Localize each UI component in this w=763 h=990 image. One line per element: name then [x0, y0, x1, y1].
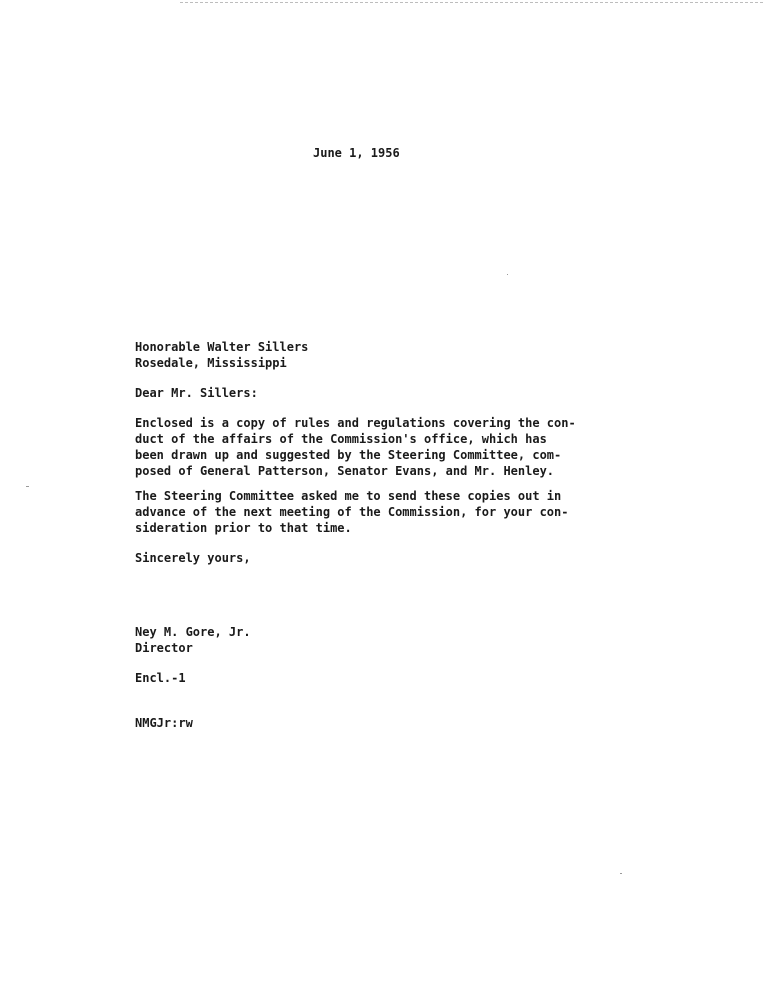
- body-paragraph-2: [135, 488, 568, 536]
- paragraph-line: posed of General Patterson, Senator Evans, and Mr. Henley.: [135, 464, 555, 478]
- paragraph-line: advance of the next meeting of the Commission, for your con-: [135, 505, 569, 519]
- scan-speck: [507, 274, 508, 275]
- signature-block: [135, 624, 251, 656]
- recipient-location: Rosedale, Mississippi: [135, 356, 287, 370]
- paragraph-line: duct of the affairs of the Commission's office, which has: [135, 432, 547, 446]
- recipient-address: [135, 339, 308, 371]
- signer-name: Ney M. Gore, Jr.: [135, 625, 251, 639]
- signer-title: Director: [135, 641, 193, 655]
- scan-speck: [26, 486, 29, 487]
- recipient-name: Honorable Walter Sillers: [135, 340, 309, 354]
- letter-date: June 1, 1956: [313, 146, 400, 160]
- scan-speck: [620, 873, 622, 874]
- reference-initials: NMGJr:rw: [135, 716, 193, 730]
- body-paragraph-1: [135, 415, 576, 479]
- paragraph-line: been drawn up and suggested by the Steering Committee, com-: [135, 448, 562, 462]
- paragraph-line: sideration prior to that time.: [135, 521, 352, 535]
- complimentary-closing: Sincerely yours,: [135, 551, 251, 565]
- salutation: Dear Mr. Sillers:: [135, 386, 258, 400]
- paragraph-line: Enclosed is a copy of rules and regulations covering the con-: [135, 416, 576, 430]
- page-top-edge: [180, 2, 763, 3]
- paragraph-line: The Steering Committee asked me to send these copies out in: [135, 489, 562, 503]
- enclosure-notation: Encl.-1: [135, 671, 186, 685]
